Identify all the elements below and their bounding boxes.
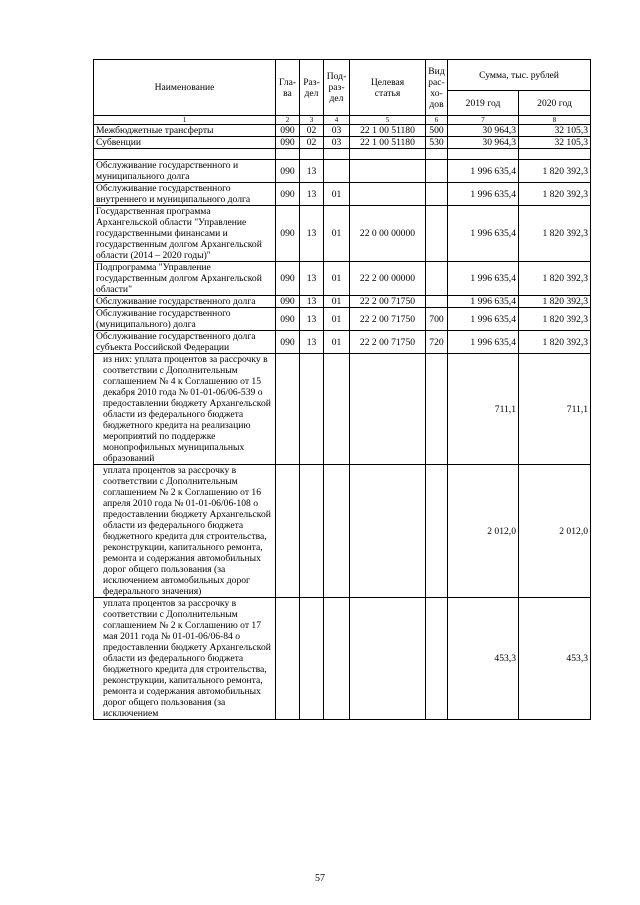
row-target: 22 2 00 00000 (350, 262, 426, 296)
row-glava (276, 149, 300, 160)
row-razdel: 13 (300, 296, 324, 308)
column-number-row (94, 116, 591, 125)
row-glava: 090 (276, 125, 300, 137)
row-razdel: 13 (300, 183, 324, 206)
header-razdel: Раз- дел (300, 60, 324, 116)
row-glava: 090 (276, 137, 300, 149)
row-target: 22 2 00 71750 (350, 296, 426, 308)
row-target: 22 0 00 00000 (350, 206, 426, 262)
table-row (94, 262, 591, 296)
column-number: 8 (519, 116, 591, 125)
row-2020: 32 105,3 (519, 125, 591, 137)
row-2019: 1 996 635,4 (448, 296, 519, 308)
row-2019: 30 964,3 (448, 125, 519, 137)
row-razdel: 13 (300, 308, 324, 331)
row-name: Обслуживание государственного и муниципального долга (94, 160, 276, 183)
row-target: 22 2 00 71750 (350, 331, 426, 354)
row-glava: 090 (276, 183, 300, 206)
row-2019: 453,3 (448, 598, 519, 720)
row-target: 22 1 00 51180 (350, 125, 426, 137)
row-name: уплата процентов за рассрочку в соответствии с Дополнительным соглашением № 2 к Соглашению от 17 мая 2011 года № 01-01-06/06-84 о предоставлении бюджету Архангельской области из федерального бюджета бюджетного кредита для строительства, реконструкции, капитального ремонта, ремонта и содержания автомобильных дорог общего пользования (за исключением (94, 598, 276, 720)
row-target (350, 183, 426, 206)
row-podrazdel: 01 (324, 308, 350, 331)
row-name: Межбюджетные трансферты (94, 125, 276, 137)
row-2019: 1 996 635,4 (448, 331, 519, 354)
row-2020: 32 105,3 (519, 137, 591, 149)
row-name: Обслуживание государственного долга (94, 296, 276, 308)
row-glava: 090 (276, 296, 300, 308)
budget-table (93, 59, 591, 720)
row-glava (276, 354, 300, 465)
row-2020: 1 820 392,3 (519, 296, 591, 308)
row-podrazdel (324, 149, 350, 160)
row-vid (426, 465, 448, 598)
row-vid (426, 206, 448, 262)
row-2019: 1 996 635,4 (448, 308, 519, 331)
row-razdel (300, 354, 324, 465)
row-name: уплата процентов за рассрочку в соответствии с Дополнительным соглашением № 2 к Соглашению от 16 апреля 2010 года № 01-01-06/06-108 о предоставлении бюджету Архангельской области из федерального бюджета бюджетного кредита для строительства, реконструкции, капитального ремонта, ремонта и содержания автомобильных дорог общего пользования (за исключением автомобильных дорог федерального значения) (94, 465, 276, 598)
row-target: 22 1 00 51180 (350, 137, 426, 149)
column-number: 5 (350, 116, 426, 125)
row-2019: 711,1 (448, 354, 519, 465)
row-razdel: 02 (300, 125, 324, 137)
column-number: 6 (426, 116, 448, 125)
column-number: 3 (300, 116, 324, 125)
row-2020: 453,3 (519, 598, 591, 720)
row-target: 22 2 00 71750 (350, 308, 426, 331)
table-row (94, 149, 591, 160)
row-glava: 090 (276, 308, 300, 331)
row-podrazdel (324, 598, 350, 720)
row-vid (426, 296, 448, 308)
row-vid (426, 598, 448, 720)
row-razdel: 02 (300, 137, 324, 149)
table-row (94, 206, 591, 262)
row-vid: 530 (426, 137, 448, 149)
row-target (350, 160, 426, 183)
row-podrazdel (324, 465, 350, 598)
row-target (350, 354, 426, 465)
row-podrazdel: 01 (324, 183, 350, 206)
row-glava (276, 465, 300, 598)
row-name: из них: уплата процентов за рассрочку в соответствии с Дополнительным соглашением № 4 к Соглашению от 15 декабря 2010 года № 01-01-06/06-539 о предоставлении бюджету Архангельской области из федерального бюджета бюджетного кредита на реализацию мероприятий по поддержке монопрофильных муниципальных образований (94, 354, 276, 465)
row-2020: 1 820 392,3 (519, 206, 591, 262)
row-name: Субвенции (94, 137, 276, 149)
row-razdel (300, 598, 324, 720)
row-podrazdel: 01 (324, 331, 350, 354)
row-vid (426, 262, 448, 296)
page-number: 57 (315, 873, 325, 884)
row-2019: 30 964,3 (448, 137, 519, 149)
header-glava: Гла- ва (276, 60, 300, 116)
row-2020: 1 820 392,3 (519, 183, 591, 206)
row-podrazdel: 01 (324, 262, 350, 296)
row-2019: 2 012,0 (448, 465, 519, 598)
row-podrazdel: 01 (324, 206, 350, 262)
table-row (94, 331, 591, 354)
row-podrazdel: 01 (324, 296, 350, 308)
table-row (94, 354, 591, 465)
header-vid: Вид рас- хо- дов (426, 60, 448, 116)
row-vid: 720 (426, 331, 448, 354)
row-glava: 090 (276, 331, 300, 354)
row-2019: 1 996 635,4 (448, 262, 519, 296)
row-vid: 500 (426, 125, 448, 137)
row-2020: 1 820 392,3 (519, 160, 591, 183)
column-number: 1 (94, 116, 276, 125)
table-row (94, 137, 591, 149)
row-2020: 1 820 392,3 (519, 331, 591, 354)
row-glava (276, 598, 300, 720)
row-razdel (300, 465, 324, 598)
table-row (94, 183, 591, 206)
row-podrazdel (324, 160, 350, 183)
row-target (350, 598, 426, 720)
row-glava: 090 (276, 160, 300, 183)
column-number: 4 (324, 116, 350, 125)
header-year-2019: 2019 год (448, 91, 519, 116)
row-2019: 1 996 635,4 (448, 183, 519, 206)
header-sum: Сумма, тыс. рублей (448, 60, 591, 91)
row-razdel: 13 (300, 206, 324, 262)
row-vid: 700 (426, 308, 448, 331)
table-row (94, 465, 591, 598)
column-number: 2 (276, 116, 300, 125)
row-name: Подпрограмма "Управление государственным долгом Архангельской области" (94, 262, 276, 296)
row-podrazdel (324, 354, 350, 465)
row-target (350, 465, 426, 598)
row-name: Государственная программа Архангельской области "Управление государственными финансами и государственным долгом Архангельской области (2014 – 2020 годы)" (94, 206, 276, 262)
row-razdel (300, 149, 324, 160)
row-razdel: 13 (300, 331, 324, 354)
header-name: Наименование (94, 60, 276, 116)
row-name: Обслуживание государственного (муниципального) долга (94, 308, 276, 331)
row-glava: 090 (276, 262, 300, 296)
row-name (94, 149, 276, 160)
table-row (94, 125, 591, 137)
row-vid (426, 149, 448, 160)
row-2020: 1 820 392,3 (519, 308, 591, 331)
header-target: Целевая статья (350, 60, 426, 116)
row-name: Обслуживание государственного внутреннего и муниципального долга (94, 183, 276, 206)
row-vid (426, 354, 448, 465)
row-razdel: 13 (300, 160, 324, 183)
row-2020: 1 820 392,3 (519, 262, 591, 296)
row-2019 (448, 149, 519, 160)
row-2020: 711,1 (519, 354, 591, 465)
header-year-2020: 2020 год (519, 91, 591, 116)
row-podrazdel: 03 (324, 125, 350, 137)
column-number: 7 (448, 116, 519, 125)
table-row (94, 598, 591, 720)
row-razdel: 13 (300, 262, 324, 296)
table-row (94, 296, 591, 308)
row-vid (426, 160, 448, 183)
row-podrazdel: 03 (324, 137, 350, 149)
row-target (350, 149, 426, 160)
header-podrazdel: Под- раз- дел (324, 60, 350, 116)
row-2020: 2 012,0 (519, 465, 591, 598)
table-row (94, 308, 591, 331)
row-glava: 090 (276, 206, 300, 262)
table-row (94, 160, 591, 183)
row-vid (426, 183, 448, 206)
row-2019: 1 996 635,4 (448, 206, 519, 262)
row-2019: 1 996 635,4 (448, 160, 519, 183)
row-name: Обслуживание государственного долга субъекта Российской Федерации (94, 331, 276, 354)
row-2020 (519, 149, 591, 160)
